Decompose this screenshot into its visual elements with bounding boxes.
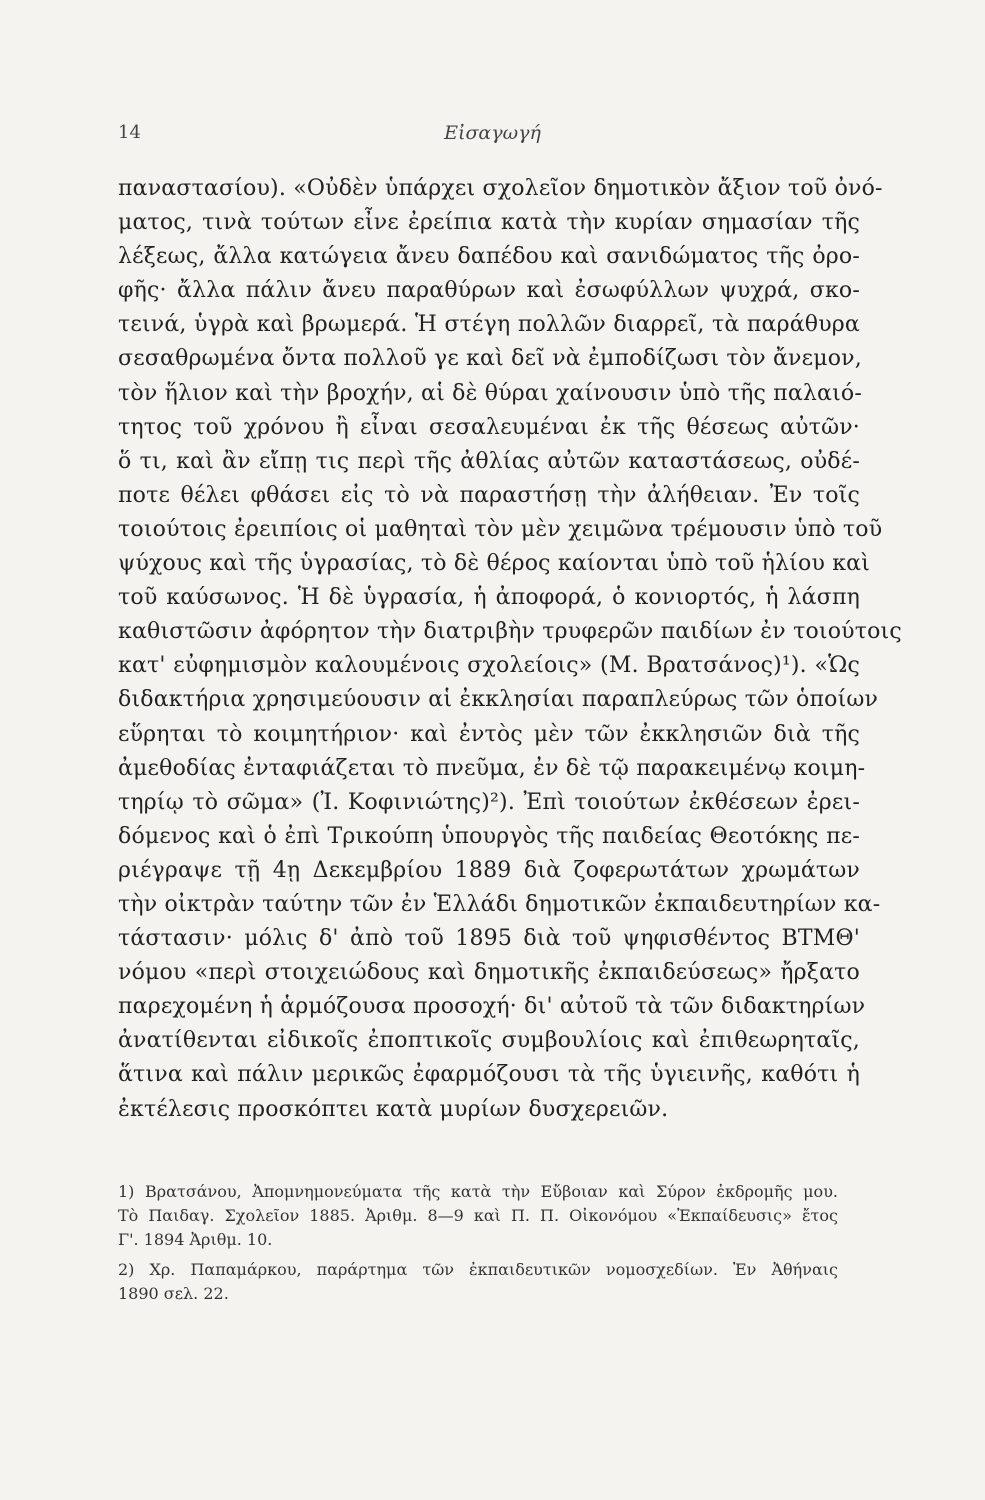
text-line: παναστασίου). «Οὐδὲν ὑπάρχει σχολεῖον δημοτικὸν ἄξιον τοῦ ὀνό- bbox=[118, 176, 883, 201]
text-line: τηρίῳ τὸ σῶμα» (Ἰ. Κοφινιώτης)²). Ἐπὶ τοιούτων ἐκθέσεων ἐρει- bbox=[118, 789, 860, 815]
footnote-line: 1890 σελ. 22. bbox=[118, 1284, 229, 1303]
text-line: δόμενος καὶ ὁ ἐπὶ Τρικούπη ὑπουργὸς τῆς παιδείας Θεοτόκης πε- bbox=[118, 823, 860, 849]
text-line: καθιστῶσιν ἀφόρητον τὴν διατριβὴν τρυφερῶν παιδίων ἐν τοιούτοις bbox=[118, 619, 902, 645]
footnote-line: Γ'. 1894 Ἀριθμ. 10. bbox=[118, 1230, 273, 1249]
text-line: ἅτινα καὶ πάλιν μερικῶς ἐφαρμόζουσι τὰ τῆς ὑγιεινῆς, καθότι ἡ bbox=[118, 1062, 860, 1088]
text-line: ἀνατίθενται εἰδικοῖς ἐποπτικοῖς συμβουλίοις καὶ ἐπιθεωρηταῖς, bbox=[118, 1028, 860, 1054]
footnote-line: 2) Χρ. Παπαμάρκου, παράρτημα τῶν ἐκπαιδευτικῶν νομοσχεδίων. Ἐν Ἀθήναις bbox=[118, 1260, 838, 1279]
text-line: ψύχους καὶ τῆς ὑγρασίας, τὸ δὲ θέρος καίονται ὑπὸ τοῦ ἡλίου καὶ bbox=[118, 551, 871, 577]
text-line: λέξεως, ἄλλα κατώγεια ἄνευ δαπέδου καὶ σανιδώματος τῆς ὀρο- bbox=[118, 244, 860, 270]
text-line: ἐκτέλεσις προσκόπτει κατὰ μυρίων δυσχερειῶν. bbox=[118, 1096, 669, 1122]
footnote-line: Τὸ Παιδαγ. Σχολεῖον 1885. Ἀριθμ. 8—9 καὶ Π. Π. Οἰκονόμου «Ἐκπαίδευσις» ἔτος bbox=[118, 1206, 838, 1225]
text-line: ποτε θέλει φθάσει εἰς τὸ νὰ παραστήσῃ τὴν ἀλήθειαν. Ἐν τοῖς bbox=[118, 482, 860, 508]
text-line: τεινά, ὑγρὰ καὶ βρωμερά. Ἡ στέγη πολλῶν διαρρεῖ, τὰ παράθυρα bbox=[118, 312, 860, 338]
text-line: ριέγραψε τῇ 4ῃ Δεκεμβρίου 1889 διὰ ζοφερωτάτων χρωμάτων bbox=[118, 857, 860, 883]
page-number: 14 bbox=[118, 122, 141, 143]
footnote-line: 1) Βρατσάνου, Ἀπομνημονεύματα τῆς κατὰ τὴν Εὔβοιαν καὶ Σύρον ἐκδρομῆς μου. bbox=[118, 1182, 838, 1201]
main-text bbox=[118, 172, 902, 1127]
running-title: Εἰσαγωγή bbox=[444, 122, 541, 144]
text-line: τὴν οἰκτρὰν ταύτην τῶν ἐν Ἑλλάδι δημοτικῶν ἐκπαιδευτηρίων κα- bbox=[118, 891, 881, 917]
text-line: σεσαθρωμένα ὄντα πολλοῦ γε καὶ δεῖ νὰ ἐμποδίζωσι τὸν ἄνεμον, bbox=[118, 346, 862, 372]
text-line: εὕρηται τὸ κοιμητήριον· καὶ ἐντὸς μὲν τῶν ἐκκλησιῶν διὰ τῆς bbox=[118, 721, 860, 747]
text-line: παρεχομένη ἡ ἁρμόζουσα προσοχή· δι' αὐτοῦ τὰ τῶν διδακτηρίων bbox=[118, 994, 866, 1020]
text-line: τάστασιν· μόλις δ' ἀπὸ τοῦ 1895 διὰ τοῦ ψηφισθέντος ΒΤΜΘ' bbox=[118, 926, 860, 952]
text-line: τητος τοῦ χρόνου ἢ εἶναι σεσαλευμέναι ἐκ τῆς θέσεως αὐτῶν· bbox=[118, 414, 860, 440]
text-line: τοῦ καύσωνος. Ἡ δὲ ὑγρασία, ἡ ἀποφορά, ὁ κονιορτός, ἡ λάσπη bbox=[118, 585, 860, 611]
footnotes bbox=[118, 1180, 838, 1306]
text-line: ματος, τινὰ τούτων εἶνε ἐρείπια κατὰ τὴν κυρίαν σημασίαν τῆς bbox=[118, 210, 860, 236]
text-line: διδακτήρια χρησιμεύουσιν αἱ ἐκκλησίαι παραπλεύρως τῶν ὁποίων bbox=[118, 687, 879, 713]
text-line: φῆς· ἄλλα πάλιν ἄνευ παραθύρων καὶ ἐσωφύλλων ψυχρά, σκο- bbox=[118, 278, 860, 304]
text-line: ἀμεθοδίας ἐνταφιάζεται τὸ πνεῦμα, ἐν δὲ τῷ παρακειμένῳ κοιμη- bbox=[118, 755, 866, 781]
text-line: τὸν ἥλιον καὶ τὴν βροχήν, αἱ δὲ θύραι χαίνουσιν ὑπὸ τῆς παλαιό- bbox=[118, 380, 862, 406]
text-line: κατ' εὐφημισμὸν καλουμένοις σχολείοις» (Μ. Βρατσάνος)¹). «Ὡς bbox=[118, 653, 860, 679]
text-line: ὅ τι, καὶ ἂν εἴπῃ τις περὶ τῆς ἀθλίας αὐτῶν καταστάσεως, οὐδέ- bbox=[118, 448, 860, 474]
text-line: νόμου «περὶ στοιχειώδους καὶ δημοτικῆς ἐκπαιδεύσεως» ἤρξατο bbox=[118, 960, 860, 986]
page-header bbox=[0, 122, 985, 152]
text-line: τοιούτοις ἐρειπίοις οἱ μαθηταὶ τὸν μὲν χειμῶνα τρέμουσιν ὑπὸ τοῦ bbox=[118, 516, 883, 542]
